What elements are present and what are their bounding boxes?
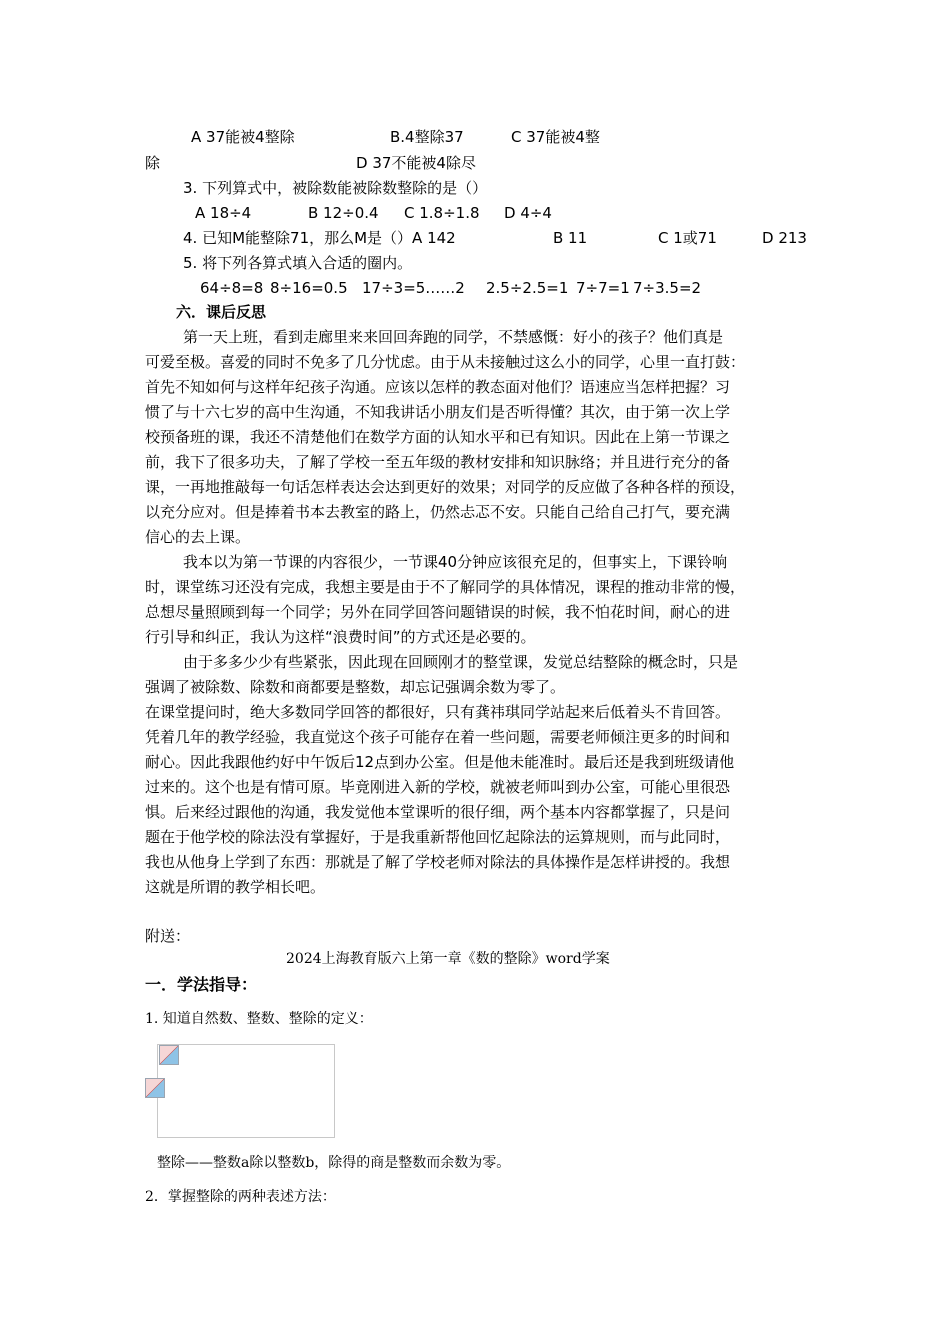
reflection-line: 过来的。这个也是有情可原。毕竟刚进入新的学校，就被老师叫到办公室，可能心里很恐 (145, 778, 731, 796)
reflection-line: 耐心。因此我跟他约好中午饭后12点到办公室。但是他未能准时。最后还是我到班级请他 (145, 753, 735, 771)
section-six-heading: 六．课后反思 (176, 303, 267, 321)
q3-option-a: A 18÷4 (195, 204, 252, 222)
q5-item: 64÷8=8 (200, 279, 264, 297)
reflection-line: 我也从他身上学到了东西：那就是了解了学校老师对除法的具体操作是怎样讲授的。我想 (145, 853, 731, 871)
reflection-line: 可爱至极。喜爱的同时不免多了几分忧虑。由于从未接触过这么小的同学，心里一直打鼓： (145, 353, 746, 371)
reflection-line: 以充分应对。但是捧着书本去教室的路上，仍然忐忑不安。只能自己给自己打气，要充满 (145, 503, 731, 521)
reflection-line: 这就是所谓的教学相长吧。 (145, 878, 326, 896)
reflection-line: 总想尽量照顾到每一个同学；另外在同学回答问题错误的时候，我不怕花时间，耐心的进 (145, 603, 731, 621)
q4-stem: 4. 已知M能整除71，那么M是（）A 142 (183, 229, 456, 247)
q3-option-d: D 4÷4 (504, 204, 552, 222)
q3-option-b: B 12÷0.4 (308, 204, 379, 222)
q2-option-d: D 37不能被4除尽 (356, 154, 476, 172)
reflection-line: 前，我下了很多功夫，了解了学校一至五年级的教材安排和知识脉络；并且进行充分的备 (145, 453, 731, 471)
reflection-line: 行引导和纠正，我认为这样“浪费时间”的方式还是必要的。 (145, 628, 536, 646)
reflection-line: 由于多多少少有些紧张，因此现在回顾刚才的整堂课，发觉总结整除的概念时，只是 (183, 653, 739, 671)
q5-item: 2.5÷2.5=1 (486, 279, 569, 297)
q2-option-b: B.4整除37 (390, 128, 464, 146)
reflection-line: 首先不知如何与这样年纪孩子沟通。应该以怎样的教态面对他们？语速应当怎样把握？习 (145, 378, 731, 396)
appendix-item-2: 2．掌握整除的两种表述方法： (145, 1189, 336, 1205)
divisibility-definition: 整除——整数a除以整数b，除得的商是整数而余数为零。 (157, 1155, 511, 1171)
q5-item: 7÷7=1 (576, 279, 630, 297)
reflection-line: 校预备班的课，我还不清楚他们在数学方面的认知水平和已有知识。因此在上第一节课之 (145, 428, 731, 446)
q5-item: 7÷3.5=2 (633, 279, 702, 297)
broken-image-icon (159, 1045, 179, 1065)
appendix-title: 2024上海教育版六上第一章《数的整除》word学案 (286, 951, 610, 967)
reflection-line: 强调了被除数、除数和商都要是整数，却忘记强调余数为零了。 (145, 678, 566, 696)
appendix-label: 附送： (145, 927, 191, 945)
reflection-line: 在课堂提问时，绝大多数同学回答的都很好，只有龚祎琪同学站起来后低着头不肯回答。 (145, 703, 731, 721)
q5-item: 8÷16=0.5 (270, 279, 348, 297)
q2-option-c-cont: 除 (145, 154, 161, 172)
reflection-line: 惯了与十六七岁的高中生沟通，不知我讲话小朋友们是否听得懂？其次，由于第一次上学 (145, 403, 731, 421)
broken-image-icon (145, 1078, 165, 1098)
q3-option-c: C 1.8÷1.8 (404, 204, 480, 222)
q2-option-a: A 37能被4整除 (191, 128, 295, 146)
q5-item: 17÷3=5……2 (362, 279, 465, 297)
q2-option-c: C 37能被4整 (511, 128, 600, 146)
q4-option-b: B 11 (553, 229, 588, 247)
q4-option-c: C 1或71 (658, 229, 717, 247)
reflection-line: 课，一再地推敲每一句话怎样表达会达到更好的效果；对同学的反应做了各种各样的预设， (145, 478, 746, 496)
q5-stem: 5. 将下列各算式填入合适的圈内。 (183, 254, 413, 272)
reflection-line: 我本以为第一节课的内容很少，一节课40分钟应该很充足的，但事实上，下课铃响 (183, 553, 728, 571)
q4-option-d: D 213 (762, 229, 807, 247)
reflection-line: 题在于他学校的除法没有掌握好，于是我重新帮他回忆起除法的运算规则，而与此同时， (145, 828, 731, 846)
image-placeholder (157, 1044, 335, 1138)
reflection-line: 凭着几年的教学经验，我直觉这个孩子可能存在着一些问题，需要老师倾注更多的时间和 (145, 728, 731, 746)
q3-stem: 3. 下列算式中，被除数能被除数整除的是（） (183, 179, 488, 197)
reflection-line: 第一天上班，看到走廊里来来回回奔跑的同学，不禁感慨：好小的孩子？他们真是 (183, 328, 724, 346)
reflection-line: 惧。后来经过跟他的沟通，我发觉他本堂课听的很仔细，两个基本内容都掌握了，只是问 (145, 803, 731, 821)
appendix-item-1: 1. 知道自然数、整数、整除的定义： (145, 1011, 373, 1027)
reflection-line: 时，课堂练习还没有完成，我想主要是由于不了解同学的具体情况，课程的推动非常的慢， (145, 578, 746, 596)
appendix-section-one: 一．学法指导： (145, 975, 258, 994)
reflection-line: 信心的去上课。 (145, 528, 251, 546)
